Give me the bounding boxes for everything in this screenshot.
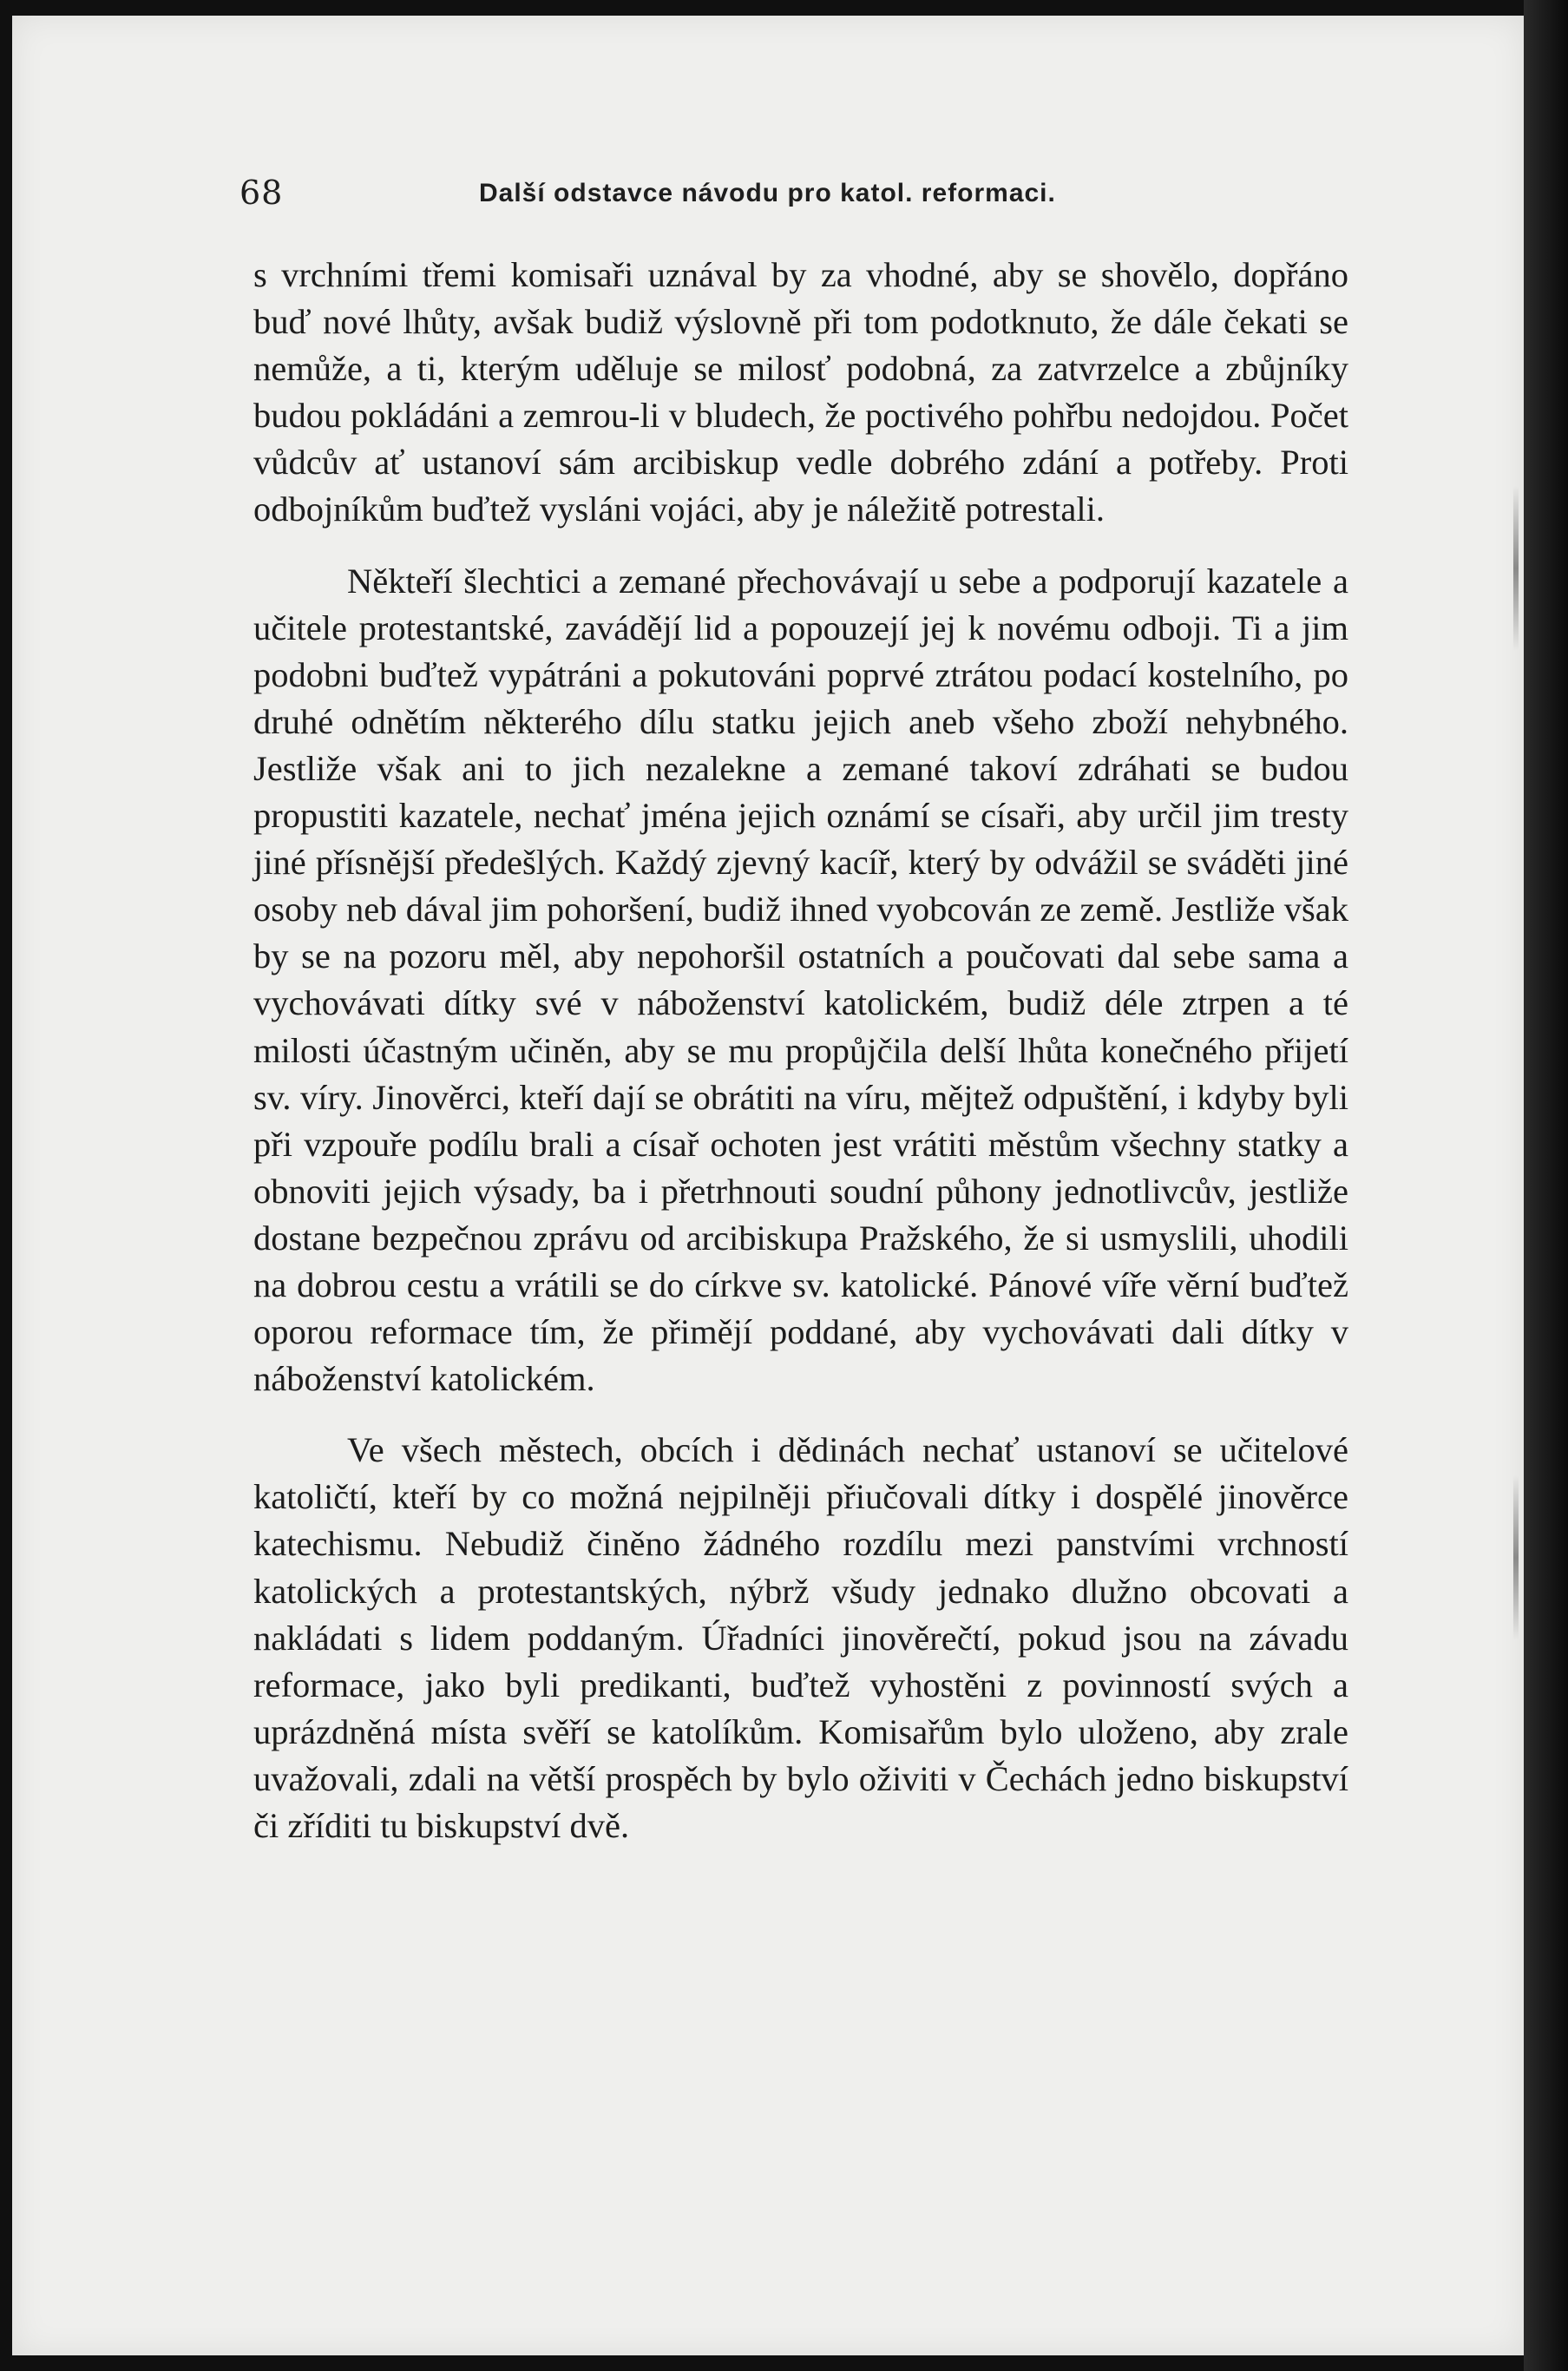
paragraph-2: Někteří šlechtici a zemané přechovávají u sebe a podporují kazatele a učitele protestantské, zavádějí lid a popouzejí jej k novému odboji. Ti a jim podobni buďtež vypátráni a pokutováni poprvé ztrátou podací kostelního, po druhé odnětím některého dílu statku jejich aneb všeho zboží nehybného. Jestliže však ani to jich nezalekne a zemané takoví zdráhati se budou propustiti kazatele, nechať jména jejich oznámí se císaři, aby určil jim tresty jiné přísnější předešlých. Každý zjevný kacíř, který by odvážil se sváděti jiné osoby neb dával jim pohoršení, budiž ihned vyobcován ze země. Jestliže však by se na pozoru měl, aby nepohoršil ostatních a poučovati dal sebe sama a vychovávati dítky své v náboženství katolickém, budiž déle ztrpen a té milosti účastným učiněn, aby se mu propůjčila delší lhůta konečného přijetí sv. víry. Jinověrci, kteří dají se obrátiti na víru, mějtež odpuštění, i kdyby byli při vzpouře podílu brali a císař ochoten jest vrátiti městům všechny statky a obnoviti jejich výsady, ba i přetrhnouti soudní půhony jednotlivcův, jestliže dostane bezpečnou zprávu od arcibiskupa Pražského, že si usmyslili, uhodili na dobrou cestu a vrátili se do církve sv. katolické. Pánové víře věrní buďtež oporou reformace tím, že přimějí poddané, aby vychovávati dali dítky v náboženství katolickém. <box>253 561 1348 1399</box>
binding-shadow <box>1524 0 1568 2371</box>
running-head: Další odstavce návodu pro katol. reformaci. <box>479 179 1056 207</box>
paragraph-3: Ve všech městech, obcích i dědinách nechať ustanoví se učitelové katoličtí, kteří by co možná nejpilněji přiučovali dítky i dospělé jinověrce katechismu. Nebudiž činěno žádného rozdílu mezi panstvími vrchností katolických a protestantských, nýbrž všudy jednako dlužno obcovati a nakládati s lidem poddaným. Úřadníci jinověrečtí, pokud jsou na závadu reformace, jako byli predikanti, buďtež vyhostěni z povinností svých a uprázdněná místa svěří se katolíkům. Komisařům bylo uloženo, aby zrale uvažovali, zdali na větší prospěch by bylo oživiti v Čechách jedno biskupství či zříditi tu biskupství dvě. <box>253 1430 1348 1845</box>
paragraph-1: s vrchními třemi komisaři uznával by za vhodné, aby se shovělo, dopřáno buď nové lhůty, avšak budiž výslovně při tom podotknuto, že dále čekati se nemůže, a ti, kterým uděluje se milosť podobná, za zatvrzelce a zbůjníky budou pokládáni a zemrou-li v bludech, že poctivého pohřbu nedojdou. Počet vůdcův ať ustanoví sám arcibiskup vedle dobrého zdání a potřeby. Proti odbojníkům buďtež vysláni vojáci, aby je náležitě potrestali. <box>253 255 1348 529</box>
body-text <box>253 252 1348 1849</box>
page-header <box>239 174 1368 226</box>
page-edge-marks <box>1513 486 1519 2135</box>
page-number: 68 <box>239 174 284 212</box>
